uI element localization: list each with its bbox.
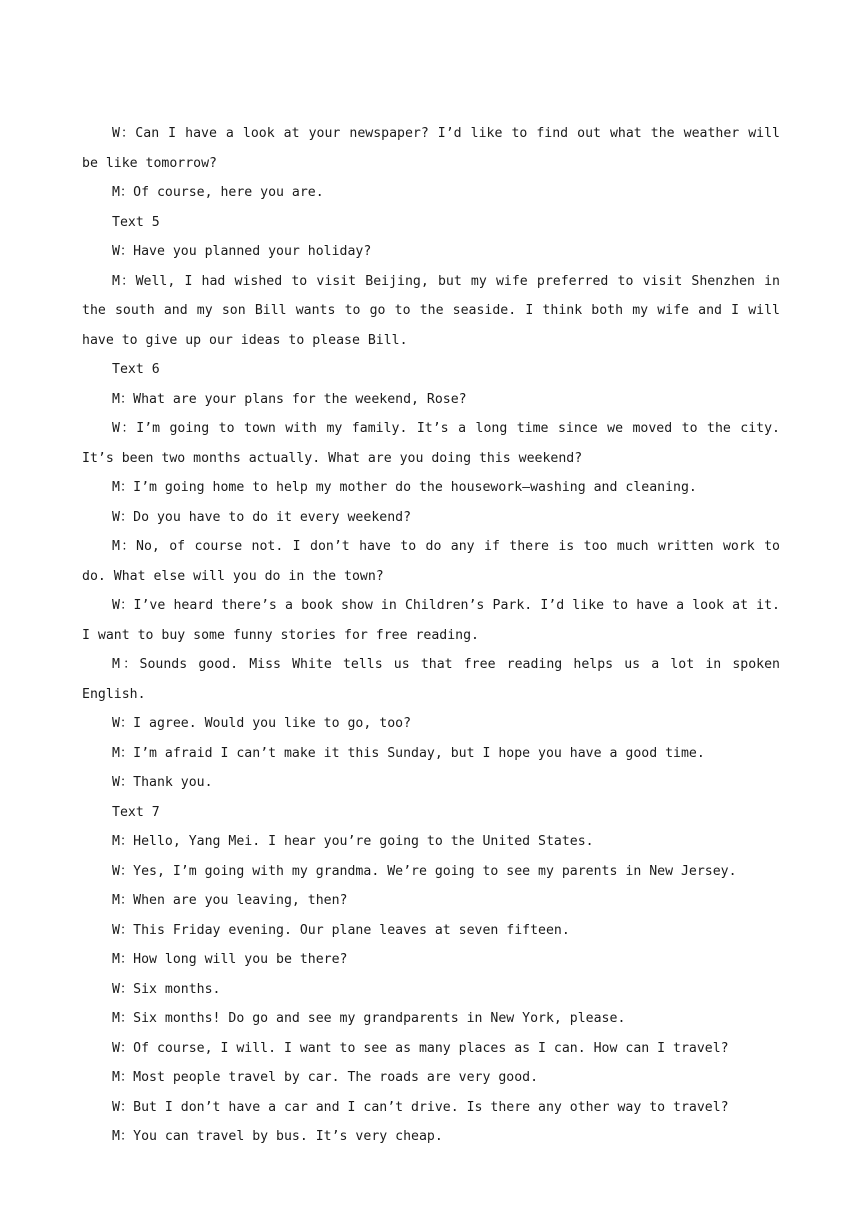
paragraph: M：When are you leaving, then? xyxy=(112,893,348,908)
paragraph: M：Well, I had wished to visit Beijing, but my wife preferred to visit Shenzhen in the south and my son Bill wants to go to the seaside. I think both my wife and I will have to give up our ideas to please Bill. xyxy=(82,273,780,348)
paragraph: W：Do you have to do it every weekend? xyxy=(112,509,412,525)
paragraph: M：I’m going home to help my mother do the housework—washing and cleaning. xyxy=(112,480,697,495)
paragraph: W：I agree. Would you like to go, too? xyxy=(112,716,412,731)
paragraph: M：Sounds good. Miss White tells us that free reading helps us a lot in spoken English. xyxy=(82,657,780,702)
paragraph: M：No, of course not. I don’t have to do any if there is too much written work to do. What else will you do in the town? xyxy=(82,539,780,584)
paragraph: W：I’ve heard there’s a book show in Children’s Park. I’d like to have a look at it. I want to buy some funny stories for free reading. xyxy=(82,598,780,643)
paragraph: M：Most people travel by car. The roads are very good. xyxy=(112,1070,539,1085)
paragraph: M：You can travel by bus. It’s very cheap. xyxy=(112,1129,443,1144)
paragraph: W：But I don’t have a car and I can’t drive. Is there any other way to travel? xyxy=(112,1099,729,1115)
paragraph: M：Six months! Do go and see my grandparents in New York, please. xyxy=(112,1011,626,1026)
paragraph: M：I’m afraid I can’t make it this Sunday, but I hope you have a good time. xyxy=(112,745,705,761)
paragraph: W：Of course, I will. I want to see as many places as I can. How can I travel? xyxy=(112,1040,729,1056)
paragraph: W：Six months. xyxy=(112,981,221,997)
paragraph: W：Thank you. xyxy=(112,775,213,790)
paragraph: W：Can I have a look at your newspaper? I’d like to find out what the weather will be like tomorrow? xyxy=(82,126,780,171)
section-heading: Text 7 xyxy=(112,804,160,820)
transcript-body xyxy=(82,119,780,1152)
paragraph: M：What are your plans for the weekend, Rose? xyxy=(112,391,467,407)
paragraph: W：I’m going to town with my family. It’s a long time since we moved to the city. It’s been two months actually. What are you doing this weekend? xyxy=(82,421,780,466)
paragraph: M：Hello, Yang Mei. I hear you’re going to the United States. xyxy=(112,834,594,849)
paragraph: W：Yes, I’m going with my grandma. We’re going to see my parents in New Jersey. xyxy=(112,863,737,879)
section-heading: Text 6 xyxy=(112,362,160,377)
paragraph: W：This Friday evening. Our plane leaves at seven fifteen. xyxy=(112,922,570,938)
paragraph: W：Have you planned your holiday? xyxy=(112,244,372,259)
paragraph: M：How long will you be there? xyxy=(112,952,348,967)
paragraph: M：Of course, here you are. xyxy=(112,185,324,200)
section-heading: Text 5 xyxy=(112,214,160,230)
